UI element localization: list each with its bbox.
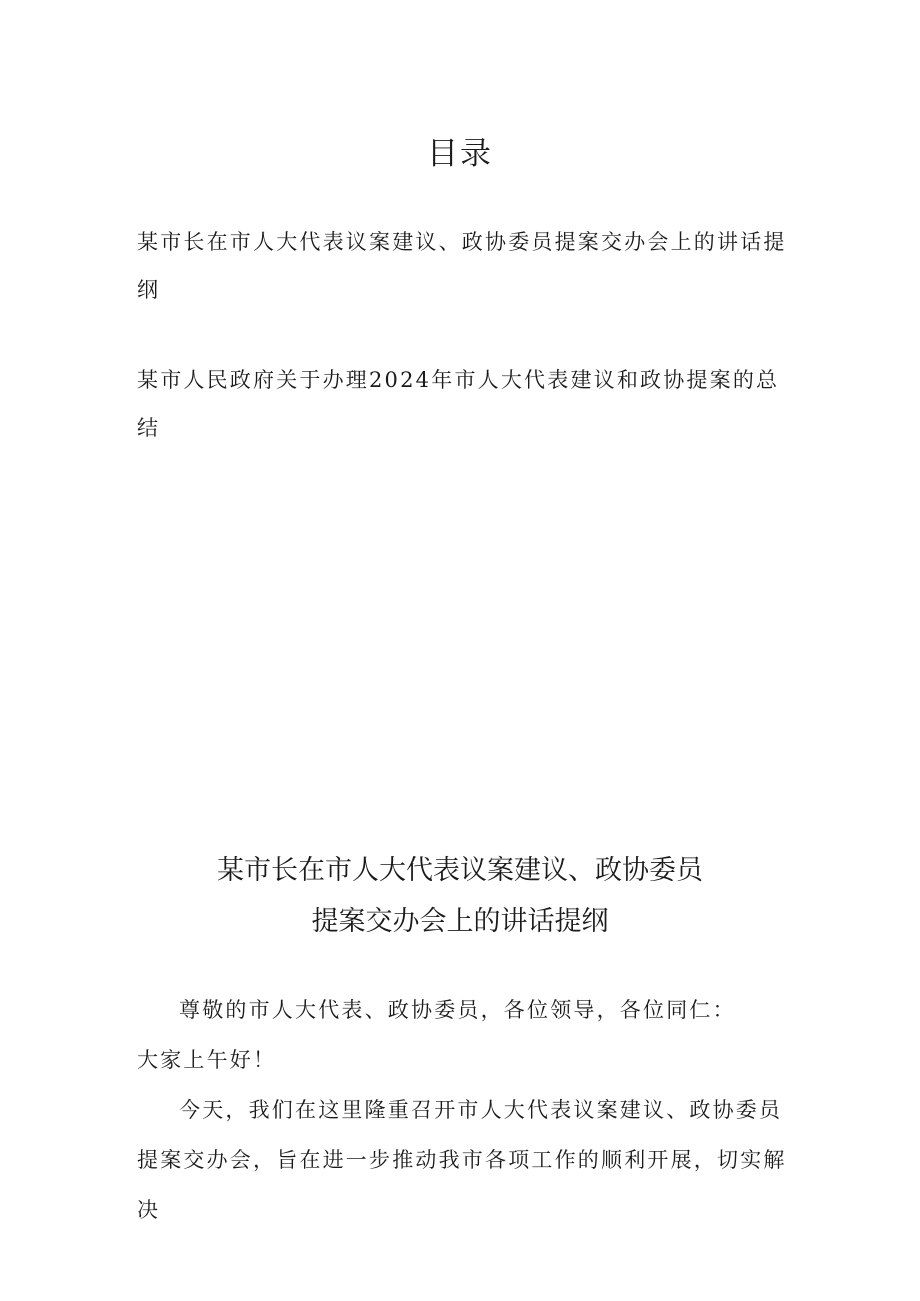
article-body: [137, 985, 797, 1235]
article-title-line: 提案交办会上的讲话提纲: [311, 906, 609, 937]
toc-title: 目录: [427, 136, 493, 172]
article-title: [0, 845, 920, 947]
toc-item[interactable]: 某市人民政府关于办理2024年市人大代表建议和政协提案的总结: [137, 368, 780, 440]
toc-list: [137, 218, 797, 494]
salutation-paragraph: 尊敬的市人大代表、政协委员，各位领导，各位同仁：: [179, 998, 736, 1022]
article-title-line: 某市长在市人大代表议案建议、政协委员: [217, 855, 703, 886]
greeting-paragraph: 大家上午好！: [137, 1048, 277, 1072]
toc-item[interactable]: 某市长在市人大代表议案建议、政协委员提案交办会上的讲话提纲: [137, 230, 787, 302]
body-paragraph: 今天，我们在这里隆重召开市人大代表议案建议、政协委员提案交办会，旨在进一步推动我市各项工作的顺利开展，切实解决: [137, 1098, 787, 1222]
